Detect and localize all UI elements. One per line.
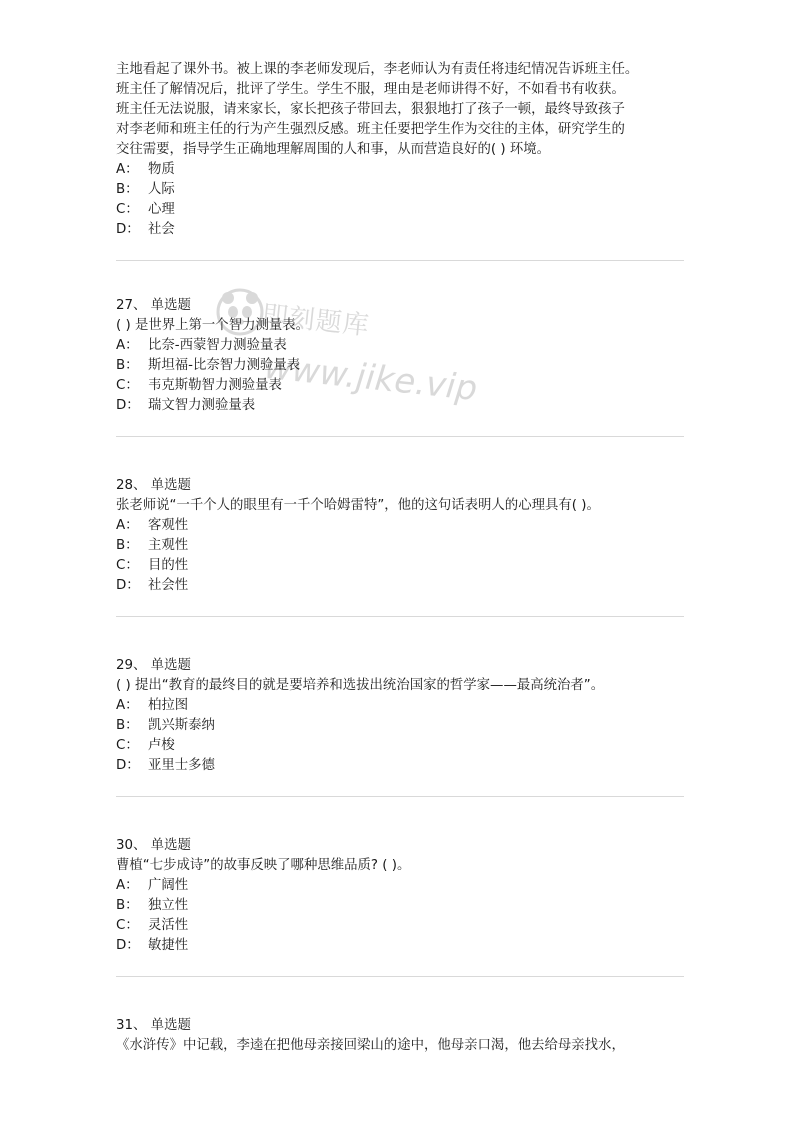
option-c: C： 卢梭 (116, 738, 175, 753)
option-b: B： 独立性 (116, 898, 189, 913)
option-c: C： 韦克斯勒智力测验量表 (116, 378, 282, 393)
question-stem: 张老师说“一千个人的眼里有一千个哈姆雷特”，他的这句话表明人的心理具有( )。 (116, 498, 600, 513)
question-29 (116, 656, 686, 797)
option-c: C： 灵活性 (116, 918, 189, 933)
option-c: C： 目的性 (116, 558, 189, 573)
stem-line: 交往需要，指导学生正确地理解周围的人和事，从而营造良好的( ) 环境。 (116, 142, 551, 157)
watermark-url: www.jike.vip (262, 346, 480, 410)
stem-line: 主地看起了课外书。被上课的李老师发现后，李老师认为有责任将违纪情况告诉班主任。 (116, 62, 639, 77)
option-d: D： 瑞文智力测验量表 (116, 398, 256, 413)
question-header: 28、 单选题 (116, 478, 191, 493)
stem-line: 班主任了解情况后，批评了学生。学生不服，理由是老师讲得不好，不如看书有收获。 (116, 82, 625, 97)
option-a: A： 客观性 (116, 518, 189, 533)
option-b: B： 主观性 (116, 538, 189, 553)
question-28 (116, 476, 686, 617)
stem-line: 对李老师和班主任的行为产生强烈反感。班主任要把学生作为交往的主体，研究学生的 (116, 122, 625, 137)
stem-line: 班主任无法说服，请来家长，家长把孩子带回去，狠狠地打了孩子一顿，最终导致孩子 (116, 102, 625, 117)
option-b: B： 斯坦福-比奈智力测验量表 (116, 358, 301, 373)
question-stem: ( ) 提出“教育的最终目的就是要培养和选拔出统治国家的哲学家——最高统治者”。 (116, 678, 605, 693)
option-a: A： 柏拉图 (116, 698, 189, 713)
divider (116, 976, 684, 977)
question-26-continuation (116, 60, 686, 261)
option-d: D： 亚里士多德 (116, 758, 215, 773)
question-header: 31、 单选题 (116, 1018, 191, 1033)
question-stem: 《水浒传》中记载，李逵在把他母亲接回梁山的途中，他母亲口渴，他去给母亲找水， (116, 1038, 625, 1053)
option-a: A： 物质 (116, 162, 175, 177)
option-b: B： 凯兴斯泰纳 (116, 718, 215, 733)
question-stem: 曹植“七步成诗”的故事反映了哪种思维品质? ( )。 (116, 858, 411, 873)
option-a: A： 比奈-西蒙智力测验量表 (116, 338, 287, 353)
option-b: B： 人际 (116, 182, 175, 197)
divider (116, 260, 684, 261)
option-c: C： 心理 (116, 202, 175, 217)
option-a: A： 广阔性 (116, 878, 189, 893)
divider (116, 616, 684, 617)
option-d: D： 社会性 (116, 578, 189, 593)
question-31 (116, 1016, 686, 1056)
question-stem: ( ) 是世界上第一个智力测量表。 (116, 318, 310, 333)
question-30 (116, 836, 686, 977)
option-d: D： 敏捷性 (116, 938, 189, 953)
divider (116, 436, 684, 437)
question-27 (116, 296, 686, 437)
divider (116, 796, 684, 797)
watermark-title: 即刻题库 (260, 300, 372, 342)
question-header: 27、 单选题 (116, 298, 191, 313)
question-header: 30、 单选题 (116, 838, 191, 853)
option-d: D： 社会 (116, 222, 175, 237)
question-header: 29、 单选题 (116, 658, 191, 673)
